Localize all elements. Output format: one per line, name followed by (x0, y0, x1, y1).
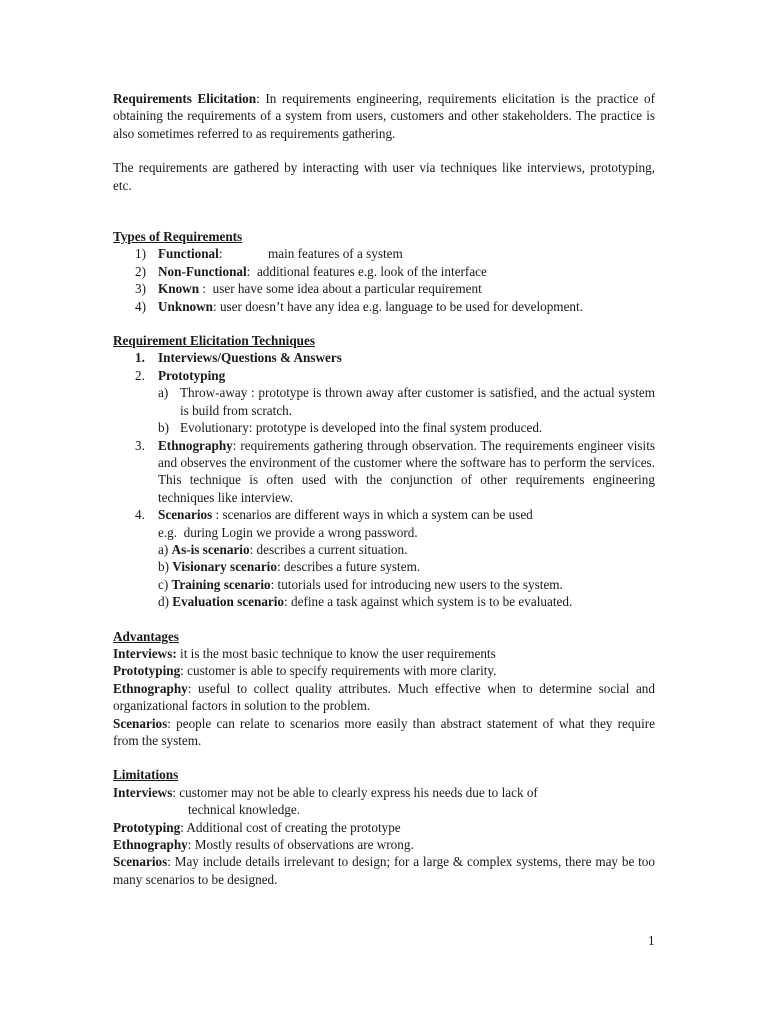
type-term: Unknown (158, 298, 213, 314)
limitations-heading: Limitations (113, 767, 179, 783)
list-letter: a) (158, 541, 172, 557)
list-number: 1. (135, 350, 145, 366)
technique-item (113, 367, 655, 384)
limitation-term: Prototyping (113, 819, 181, 835)
techniques-heading: Requirement Elicitation Techniques (113, 333, 315, 349)
type-separator: : (199, 281, 207, 297)
type-separator: : (212, 298, 217, 314)
technique-term: Scenarios (158, 507, 213, 523)
advantage-item (113, 680, 655, 715)
scenario-term: Evaluation scenario (172, 594, 285, 610)
intro-term: Requirements Elicitation (113, 91, 257, 106)
type-description: user doesn’t have any idea e.g. language to be used for development. (216, 298, 583, 314)
limitation-item (113, 853, 655, 888)
type-term: Functional (158, 246, 219, 262)
limitation-item (113, 784, 655, 801)
intro-paragraph (113, 90, 655, 142)
technique-item (113, 437, 655, 507)
technique-term: Ethnography (158, 437, 233, 453)
advantage-term: Scenarios (113, 715, 168, 731)
limitation-description: : May include details irrelevant to design; for a large & complex systems, there may be too many scenarios to be designed. (113, 854, 655, 887)
types-list (113, 245, 655, 315)
list-number: 1) (135, 246, 146, 262)
list-number: 4. (135, 507, 145, 523)
scenario-term: Training scenario (171, 576, 271, 592)
type-separator: : (246, 263, 251, 279)
type-description: additional features e.g. look of the interface (250, 263, 487, 279)
advantage-description: it is the most basic technique to know the user requirements (176, 645, 496, 661)
advantage-description: : customer is able to specify requirements with more clarity. (180, 663, 497, 679)
technique-item (113, 506, 655, 523)
type-description: user have some idea about a particular requirement (206, 281, 482, 297)
list-number: 4) (135, 298, 146, 314)
types-item (113, 245, 655, 262)
types-item (113, 263, 655, 280)
intro-definition: : In requirements engineering, requirements elicitation is the practice of obtaining the requirements of a system from users, customers and other stakeholders. The practice is also sometimes referred to as requirements gathering. (113, 91, 656, 141)
scenario-example: e.g. during Login we provide a wrong password. (158, 524, 418, 540)
scenario-term: Visionary scenario (172, 559, 277, 575)
advantage-term: Interviews: (113, 645, 177, 661)
list-number: 3. (135, 437, 145, 453)
list-letter: b) (158, 420, 169, 436)
prototyping-sub-item (113, 419, 655, 436)
limitation-description: : Additional cost of creating the prototype (180, 819, 401, 835)
scenario-sub-item (113, 576, 655, 593)
list-number: 3) (135, 281, 146, 297)
limitation-description: : Mostly results of observations are wrong. (187, 837, 414, 853)
types-item (113, 280, 655, 297)
limitation-item (113, 836, 655, 853)
types-heading: Types of Requirements (113, 229, 243, 245)
advantage-term: Prototyping (113, 663, 181, 679)
list-number: 2. (135, 367, 145, 383)
list-letter: b) (158, 559, 173, 575)
list-number: 2) (135, 263, 146, 279)
limitation-description: : customer may not be able to clearly express his needs due to lack of (172, 784, 538, 800)
technique-description: : scenarios are different ways in which a system can be used (212, 507, 533, 523)
document-page (113, 90, 655, 888)
scenario-description: : describes a current situation. (249, 541, 408, 557)
type-term: Known (158, 281, 200, 297)
limitation-term: Scenarios (113, 854, 168, 870)
advantage-item (113, 645, 655, 662)
limitation-continuation: technical knowledge. (188, 802, 301, 818)
technique-item (113, 349, 655, 366)
technique-title: Interviews/Questions & Answers (158, 350, 342, 366)
list-letter: d) (158, 594, 173, 610)
limitation-term: Interviews (113, 784, 173, 800)
type-separator: : (218, 246, 223, 262)
advantage-term: Ethnography (113, 680, 188, 696)
technique-description: : requirements gathering through observation. The requirements engineer visits and observes the environment of the customer where the software has to perform the services. This technique is often used with the conjunction of other requirements engineering techniques like interview. (158, 437, 655, 505)
types-item (113, 298, 655, 315)
scenario-sub-item (113, 558, 655, 575)
scenario-sub-item (113, 541, 655, 558)
prototyping-sub-item (113, 384, 655, 419)
scenario-term: As-is scenario (171, 541, 250, 557)
advantage-description: : people can relate to scenarios more easily than abstract statement of what they require from the system. (113, 715, 655, 748)
scenario-description: : tutorials used for introducing new users to the system. (270, 576, 563, 592)
limitation-term: Ethnography (113, 837, 188, 853)
scenario-description: : describes a future system. (276, 559, 421, 575)
list-letter: a) (158, 385, 169, 401)
advantage-item (113, 715, 655, 750)
limitation-item (113, 819, 655, 836)
list-letter: c) (158, 576, 172, 592)
advantages-heading: Advantages (113, 628, 179, 644)
sub-item-text: Throw-away : prototype is thrown away after customer is satisfied, and the actual system is build from scratch. (180, 385, 655, 418)
scenario-sub-item (113, 593, 655, 610)
sub-item-text: Evolutionary: prototype is developed into the final system produced. (180, 420, 543, 436)
intro-paragraph-2: The requirements are gathered by interacting with user via techniques like interviews, prototyping, etc. (113, 160, 655, 193)
advantage-item (113, 662, 655, 679)
technique-title: Prototyping (158, 367, 226, 383)
advantage-description: : useful to collect quality attributes. Much effective when to determine social and organizational factors in solution to the problem. (113, 680, 655, 714)
type-description: main features of a system (268, 246, 403, 262)
scenario-description: : define a task against which system is to be evaluated. (284, 594, 573, 610)
page-number: 1 (648, 933, 655, 948)
type-term: Non-Functional (158, 263, 247, 279)
